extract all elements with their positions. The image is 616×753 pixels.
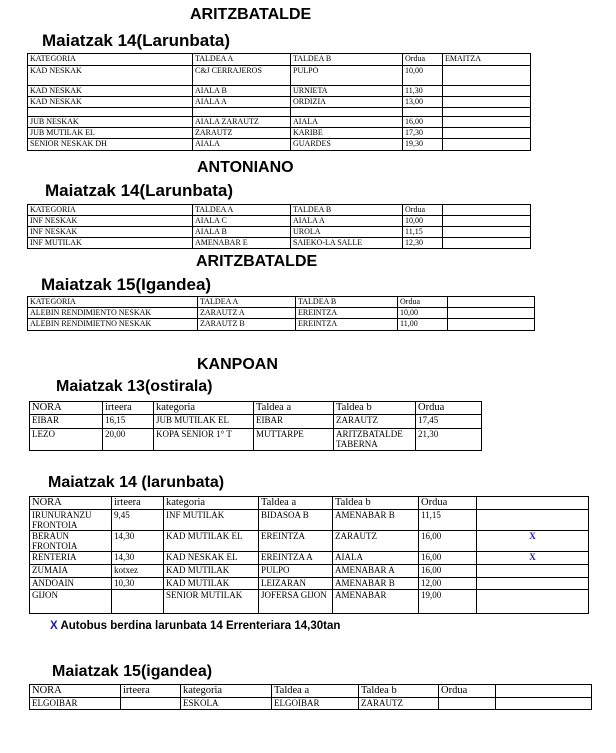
table-cell: UROLA bbox=[291, 227, 403, 238]
table-cell: URNIETA bbox=[291, 86, 403, 97]
table-cell: 10,00 bbox=[398, 308, 448, 319]
bus-note bbox=[50, 620, 340, 632]
header-cell: Taldea a bbox=[272, 685, 359, 698]
table-row bbox=[28, 86, 531, 97]
table-cell: AMENABAR A bbox=[333, 565, 419, 578]
table-cell: 16,00 bbox=[419, 531, 477, 552]
table-cell: AMENABAR B bbox=[333, 510, 419, 531]
table-cell: EREINTZA A bbox=[259, 552, 333, 565]
header-cell: TALDEA A bbox=[193, 54, 291, 66]
bus-mark: X bbox=[50, 620, 58, 632]
table-header bbox=[30, 685, 592, 698]
table-row bbox=[28, 319, 535, 331]
table-cell: PULPO bbox=[291, 66, 403, 86]
table-cell: EREINTZA bbox=[296, 319, 398, 331]
table-cell: 9,45 bbox=[112, 510, 164, 531]
table-row bbox=[30, 510, 589, 531]
table-cell: AIALA A bbox=[193, 97, 291, 108]
table-cell: GIJON bbox=[30, 590, 112, 614]
table-cell: 16,00 bbox=[419, 552, 477, 565]
table-cell: KAD NESKAK bbox=[28, 97, 193, 108]
header-cell: Ordua bbox=[403, 205, 443, 216]
table-cell: 12,00 bbox=[419, 578, 477, 590]
table-cell: KAD NESKAK EL bbox=[164, 552, 259, 565]
table-cell: KAD MUTILAK bbox=[164, 565, 259, 578]
table-cell: SAIEKO-LA SALLE bbox=[291, 238, 403, 249]
table-cell: SENIOR MUTILAK bbox=[164, 590, 259, 614]
table-cell bbox=[443, 108, 531, 117]
schedule-table bbox=[27, 204, 531, 249]
table-cell: AMENABAR bbox=[333, 590, 419, 614]
table-cell: IRUNURANZU FRONTOIA bbox=[30, 510, 112, 531]
table-row bbox=[30, 531, 589, 552]
section-date: Maiatzak 15(Igandea) bbox=[41, 275, 212, 294]
table-row bbox=[30, 415, 482, 429]
header-cell: KATEGORIA bbox=[28, 54, 193, 66]
table-cell: 11,00 bbox=[398, 319, 448, 331]
table-cell: AIALA B bbox=[193, 227, 291, 238]
table-cell bbox=[443, 238, 531, 249]
table-cell: AIALA B bbox=[193, 86, 291, 97]
table-cell: X bbox=[477, 531, 589, 552]
table-cell bbox=[448, 319, 535, 331]
table-row bbox=[30, 565, 589, 578]
table-header bbox=[30, 402, 482, 415]
table-cell: ZARAUTZ A bbox=[198, 308, 296, 319]
table-cell: JUB MUTILAK EL bbox=[154, 415, 254, 429]
table-cell bbox=[28, 108, 193, 117]
table-cell: EIBAR bbox=[254, 415, 334, 429]
table-cell: ZUMAIA bbox=[30, 565, 112, 578]
header-cell: Taldea b bbox=[334, 402, 416, 415]
table-cell: X bbox=[477, 552, 589, 565]
header-cell: Taldea b bbox=[333, 497, 419, 510]
header-cell bbox=[443, 205, 531, 216]
table-cell: kotxez bbox=[112, 565, 164, 578]
table-cell: ZARAUTZ bbox=[359, 698, 439, 710]
table-cell: 19,30 bbox=[403, 139, 443, 151]
section-title: KANPOAN bbox=[197, 356, 278, 373]
table-cell bbox=[496, 698, 592, 710]
header-cell: TALDEA B bbox=[291, 54, 403, 66]
table-cell: ZARAUTZ bbox=[333, 531, 419, 552]
table-cell: KAD MUTILAK EL bbox=[164, 531, 259, 552]
header-cell: Taldea a bbox=[259, 497, 333, 510]
table-row bbox=[28, 216, 531, 227]
schedule-table bbox=[29, 496, 589, 614]
table-cell: 16,00 bbox=[419, 565, 477, 578]
table-cell: 17,30 bbox=[403, 128, 443, 139]
header-cell: Ordua bbox=[398, 297, 448, 308]
table-cell: KAD NESKAK bbox=[28, 86, 193, 97]
table-cell bbox=[448, 308, 535, 319]
table-cell: SENIOR NESKAK DH bbox=[28, 139, 193, 151]
header-cell: NORA bbox=[30, 402, 103, 415]
table-cell bbox=[443, 139, 531, 151]
table-cell: AIALA ZARAUTZ bbox=[193, 117, 291, 128]
table-cell: 10,00 bbox=[403, 66, 443, 86]
schedule-table bbox=[29, 684, 592, 710]
table-row bbox=[30, 429, 482, 451]
table-cell: 11,15 bbox=[419, 510, 477, 531]
header-cell bbox=[496, 685, 592, 698]
header-cell: Taldea b bbox=[359, 685, 439, 698]
table-cell bbox=[291, 108, 403, 117]
header-cell bbox=[477, 497, 589, 510]
header-cell: irteera bbox=[103, 402, 154, 415]
table-cell bbox=[439, 698, 496, 710]
section-title: ANTONIANO bbox=[197, 159, 294, 176]
table-cell: EREINTZA bbox=[296, 308, 398, 319]
schedule-table bbox=[27, 53, 531, 151]
header-cell: Ordua bbox=[419, 497, 477, 510]
bus-note-text: Autobus berdina larunbata 14 Errenteriara 14,30tan bbox=[60, 620, 341, 632]
table-cell: ZARAUTZ bbox=[193, 128, 291, 139]
table-cell: C&J CERRAJEROS bbox=[193, 66, 291, 86]
table-row bbox=[30, 590, 589, 614]
table-row bbox=[28, 97, 531, 108]
table-cell: 21,30 bbox=[416, 429, 482, 451]
header-cell: kategoria bbox=[164, 497, 259, 510]
table-cell bbox=[443, 117, 531, 128]
table-cell bbox=[193, 108, 291, 117]
table-cell: 11,30 bbox=[403, 86, 443, 97]
table-cell: AIALA A bbox=[291, 216, 403, 227]
table-cell bbox=[443, 86, 531, 97]
header-cell: irteera bbox=[112, 497, 164, 510]
table-row bbox=[30, 698, 592, 710]
table-cell: JUB NESKAK bbox=[28, 117, 193, 128]
table-cell: INF MUTILAK bbox=[28, 238, 193, 249]
table-cell: AIALA C bbox=[193, 216, 291, 227]
section-date: Maiatzak 14(Larunbata) bbox=[45, 181, 233, 200]
table-row bbox=[28, 308, 535, 319]
header-cell bbox=[448, 297, 535, 308]
table-cell: LEIZARAN bbox=[259, 578, 333, 590]
header-cell: irteera bbox=[121, 685, 181, 698]
table-cell: BERAUN FRONTOIA bbox=[30, 531, 112, 552]
header-cell: EMAITZA bbox=[443, 54, 531, 66]
table-cell bbox=[121, 698, 181, 710]
table-cell: INF NESKAK bbox=[28, 227, 193, 238]
table-row bbox=[28, 238, 531, 249]
table-cell: ARITZBATALDE TABERNA bbox=[334, 429, 416, 451]
table-cell: GUARDES bbox=[291, 139, 403, 151]
table-cell: BIDASOA B bbox=[259, 510, 333, 531]
table-cell: RENTERIA bbox=[30, 552, 112, 565]
table-cell: 19,00 bbox=[419, 590, 477, 614]
table-cell bbox=[443, 97, 531, 108]
section-title: ARITZBATALDE bbox=[196, 253, 318, 270]
table-cell bbox=[112, 590, 164, 614]
header-cell: kategoria bbox=[181, 685, 272, 698]
table-row bbox=[28, 108, 531, 117]
table-cell bbox=[477, 590, 589, 614]
table-cell: 10,30 bbox=[112, 578, 164, 590]
table-cell: JOFERSA GIJON bbox=[259, 590, 333, 614]
table-cell: AIALA bbox=[333, 552, 419, 565]
header-cell: TALDEA A bbox=[193, 205, 291, 216]
table-cell: 20,00 bbox=[103, 429, 154, 451]
table-cell: 13,00 bbox=[403, 97, 443, 108]
table-header bbox=[28, 297, 535, 308]
header-cell: Ordua bbox=[439, 685, 496, 698]
table-cell: ZARAUTZ B bbox=[198, 319, 296, 331]
table-cell: PULPO bbox=[259, 565, 333, 578]
table-cell: EREINTZA bbox=[259, 531, 333, 552]
table-cell: MUTTARPE bbox=[254, 429, 334, 451]
table-cell: 14,30 bbox=[112, 531, 164, 552]
header-cell: Ordua bbox=[403, 54, 443, 66]
table-cell: ANDOAIN bbox=[30, 578, 112, 590]
header-cell: TALDEA B bbox=[291, 205, 403, 216]
table-row bbox=[28, 227, 531, 238]
header-cell: KATEGORIA bbox=[28, 297, 198, 308]
table-header bbox=[28, 54, 531, 66]
table-cell: 11,15 bbox=[403, 227, 443, 238]
table-row bbox=[28, 128, 531, 139]
table-cell bbox=[443, 66, 531, 86]
section-date: Maiatzak 14(Larunbata) bbox=[42, 31, 230, 50]
table-cell: ESKOLA bbox=[181, 698, 272, 710]
table-cell: AIALA bbox=[291, 117, 403, 128]
table-cell: ZARAUTZ bbox=[334, 415, 416, 429]
table-header bbox=[28, 205, 531, 216]
table-cell: KOPA SENIOR 1° T bbox=[154, 429, 254, 451]
schedule-table bbox=[27, 296, 535, 331]
table-cell: KARIBE bbox=[291, 128, 403, 139]
table-header bbox=[30, 497, 589, 510]
table-cell: 14,30 bbox=[112, 552, 164, 565]
table-cell bbox=[443, 128, 531, 139]
table-cell: ALEBIN RENDIMIETNO NESKAK bbox=[28, 319, 198, 331]
table-row bbox=[30, 552, 589, 565]
table-cell: INF MUTILAK bbox=[164, 510, 259, 531]
table-cell bbox=[477, 578, 589, 590]
table-cell: JUB MUTILAK EL bbox=[28, 128, 193, 139]
table-cell: AIALA bbox=[193, 139, 291, 151]
table-row bbox=[30, 578, 589, 590]
table-row bbox=[28, 117, 531, 128]
table-row bbox=[28, 139, 531, 151]
header-cell: KATEGORIA bbox=[28, 205, 193, 216]
table-cell: EIBAR bbox=[30, 415, 103, 429]
header-cell: NORA bbox=[30, 497, 112, 510]
table-cell: AMENABAR E bbox=[193, 238, 291, 249]
table-cell: ALEBIN RENDIMIENTO NESKAK bbox=[28, 308, 198, 319]
table-cell bbox=[443, 227, 531, 238]
section-date: Maiatzak 13(ostirala) bbox=[56, 378, 213, 395]
table-cell: 10,00 bbox=[403, 216, 443, 227]
section-date: Maiatzak 14 (larunbata) bbox=[48, 474, 225, 491]
table-cell: 12,30 bbox=[403, 238, 443, 249]
table-cell: KAD MUTILAK bbox=[164, 578, 259, 590]
schedule-table bbox=[29, 401, 482, 451]
section-date: Maiatzak 15(igandea) bbox=[52, 663, 213, 680]
header-cell: NORA bbox=[30, 685, 121, 698]
table-cell: ELGOIBAR bbox=[30, 698, 121, 710]
table-cell: 16,00 bbox=[403, 117, 443, 128]
header-cell: TALDEA B bbox=[296, 297, 398, 308]
header-cell: TALDEA A bbox=[198, 297, 296, 308]
table-cell: AMENABAR B bbox=[333, 578, 419, 590]
table-cell: ORDIZIA bbox=[291, 97, 403, 108]
table-cell bbox=[443, 216, 531, 227]
header-cell: Ordua bbox=[416, 402, 482, 415]
header-cell: Taldea a bbox=[254, 402, 334, 415]
table-cell bbox=[477, 510, 589, 531]
table-cell bbox=[477, 565, 589, 578]
table-cell: LEZO bbox=[30, 429, 103, 451]
section-title: ARITZBATALDE bbox=[190, 6, 312, 23]
table-cell: KAD NESKAK bbox=[28, 66, 193, 86]
table-cell: 17,45 bbox=[416, 415, 482, 429]
table-cell: INF NESKAK bbox=[28, 216, 193, 227]
table-cell: 16,15 bbox=[103, 415, 154, 429]
table-row bbox=[28, 66, 531, 86]
table-cell: ELGOIBAR bbox=[272, 698, 359, 710]
table-cell bbox=[403, 108, 443, 117]
header-cell: kategoria bbox=[154, 402, 254, 415]
